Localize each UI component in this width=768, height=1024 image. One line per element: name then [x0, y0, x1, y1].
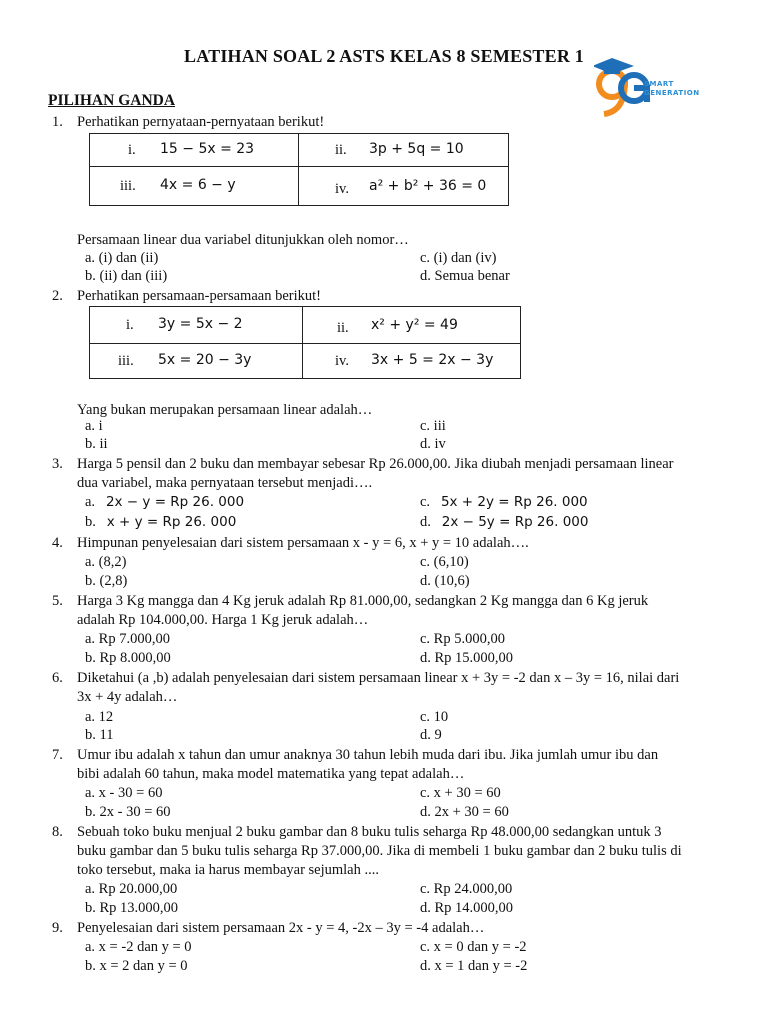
question-9-text: Penyelesaian dari sistem persamaan 2x - y = 4, -2x – 3y = -4 adalah… [77, 920, 485, 936]
option-d[interactable]: d. Semua benar [420, 268, 510, 284]
question-9-number: 9. [52, 920, 63, 936]
option-a[interactable]: a. (8,2) [85, 554, 127, 570]
option-b[interactable]: b. (ii) dan (iii) [85, 268, 168, 284]
table-label: i. [128, 142, 136, 158]
equation: 3p + 5q = 10 [369, 141, 464, 157]
question-3-line-1: Harga 5 pensil dan 2 buku dan membayar sebesar Rp 26.000,00. Jika diubah menjadi persamaan linear [77, 456, 674, 472]
option-a[interactable]: a. (i) dan (ii) [85, 250, 159, 266]
equation: 3y = 5x − 2 [158, 316, 243, 332]
table-label: iii. [118, 353, 134, 369]
question-3-line-2: dua variabel, maka pernyataan tersebut menjadi…. [77, 475, 373, 491]
table-label: i. [126, 317, 134, 333]
option-label: d. [420, 514, 431, 530]
question-8-line-3: toko tersebut, maka ia harus membayar sejumlah .... [77, 862, 379, 878]
table-label: ii. [335, 142, 347, 158]
option-a[interactable]: a. x = -2 dan y = 0 [85, 939, 192, 955]
question-2-number: 2. [52, 288, 63, 304]
option-d[interactable] [420, 514, 588, 531]
question-2-text: Perhatikan persamaan-persamaan berikut! [77, 288, 321, 304]
option-c[interactable]: c. 10 [420, 709, 449, 725]
question-7-number: 7. [52, 747, 63, 763]
option-a[interactable]: a. i [85, 418, 103, 434]
table-label: iii. [120, 178, 136, 194]
smart-generation-logo [594, 54, 716, 122]
equation: a² + b² + 36 = 0 [369, 178, 487, 194]
option-a[interactable]: a. 12 [85, 709, 114, 725]
option-d[interactable]: d. Rp 14.000,00 [420, 900, 514, 916]
option-label: c. [420, 494, 431, 510]
option-equation: x + y = Rp 26. 000 [106, 514, 237, 530]
question-5-line-2: adalah Rp 104.000,00. Harga 1 Kg jeruk adalah… [77, 612, 369, 628]
option-d[interactable]: d. 2x + 30 = 60 [420, 804, 509, 820]
option-equation: 5x + 2y = Rp 26. 000 [440, 494, 588, 510]
option-a[interactable]: a. Rp 7.000,00 [85, 631, 170, 647]
option-b[interactable]: b. ii [85, 436, 108, 452]
question-1-prompt: Persamaan linear dua variabel ditunjukkan oleh nomor… [77, 232, 409, 248]
option-b[interactable]: b. 11 [85, 727, 114, 743]
option-label: a. [85, 494, 96, 510]
option-equation: 2x − y = Rp 26. 000 [105, 494, 245, 510]
question-1-text: Perhatikan pernyataan-pernyataan berikut! [77, 114, 325, 130]
question-6-line-1: Diketahui (a ,b) adalah penyelesaian dari sistem persamaan linear x + 3y = -2 dan x – 3y = 16, nilai dari [77, 670, 680, 686]
option-b[interactable]: b. x = 2 dan y = 0 [85, 958, 188, 974]
question-2-prompt: Yang bukan merupakan persamaan linear adalah… [77, 402, 373, 418]
question-5-line-1: Harga 3 Kg mangga dan 4 Kg jeruk adalah Rp 81.000,00, sedangkan 2 Kg mangga dan 6 Kg jeruk [77, 593, 649, 609]
option-a[interactable]: a. x - 30 = 60 [85, 785, 163, 801]
option-a[interactable]: a. Rp 20.000,00 [85, 881, 178, 897]
question-7-line-1: Umur ibu adalah x tahun dan umur anaknya 30 tahun lebih muda dari ibu. Jika jumlah umur ibu dan [77, 747, 659, 763]
question-4-text: Himpunan penyelesaian dari sistem persamaan x - y = 6, x + y = 10 adalah…. [77, 535, 529, 551]
option-b[interactable]: b. Rp 8.000,00 [85, 650, 171, 666]
option-b[interactable]: b. Rp 13.000,00 [85, 900, 179, 916]
option-a[interactable] [85, 494, 244, 511]
question-1-number: 1. [52, 114, 63, 130]
question-7-line-2: bibi adalah 60 tahun, maka model matematika yang tepat adalah… [77, 766, 465, 782]
equation: 15 − 5x = 23 [160, 141, 255, 157]
option-b[interactable]: b. 2x - 30 = 60 [85, 804, 171, 820]
question-6-number: 6. [52, 670, 63, 686]
question-8-number: 8. [52, 824, 63, 840]
question-2-table [89, 306, 521, 379]
option-c[interactable]: c. (6,10) [420, 554, 469, 570]
question-6-line-2: 3x + 4y adalah… [77, 689, 178, 705]
equation: x² + y² = 49 [371, 317, 458, 333]
question-1-table [89, 133, 509, 206]
equation: 3x + 5 = 2x − 3y [371, 352, 494, 368]
option-c[interactable]: c. (i) dan (iv) [420, 250, 497, 266]
question-8-line-2: buku gambar dan 5 buku tulis seharga Rp 37.000,00. Jika di membeli 1 buku gambar dan 2 buku tulis di [77, 843, 682, 859]
option-c[interactable] [420, 494, 588, 511]
question-3-number: 3. [52, 456, 63, 472]
table-label: iv. [335, 181, 349, 197]
option-c[interactable]: c. Rp 24.000,00 [420, 881, 513, 897]
option-c[interactable]: c. iii [420, 418, 446, 434]
option-b[interactable]: b. (2,8) [85, 573, 128, 589]
section-heading: PILIHAN GANDA [48, 92, 176, 109]
option-d[interactable]: d. (10,6) [420, 573, 470, 589]
option-d[interactable]: d. x = 1 dan y = -2 [420, 958, 528, 974]
question-4-number: 4. [52, 535, 63, 551]
option-d[interactable]: d. 9 [420, 727, 442, 743]
option-c[interactable]: c. Rp 5.000,00 [420, 631, 505, 647]
option-d[interactable]: d. Rp 15.000,00 [420, 650, 514, 666]
option-d[interactable]: d. iv [420, 436, 446, 452]
equation: 5x = 20 − 3y [158, 352, 252, 368]
option-equation: 2x − 5y = Rp 26. 000 [441, 514, 589, 530]
table-label: iv. [335, 353, 349, 369]
logo-text: SMART GENERATION [644, 80, 700, 97]
option-label: b. [85, 514, 96, 530]
question-8-line-1: Sebuah toko buku menjual 2 buku gambar dan 8 buku tulis seharga Rp 48.000,00 sedangkan untuk 3 [77, 824, 662, 840]
page-title: LATIHAN SOAL 2 ASTS KELAS 8 SEMESTER 1 [184, 46, 584, 66]
option-b[interactable] [85, 514, 236, 531]
equation: 4x = 6 − y [160, 177, 236, 193]
option-c[interactable]: c. x = 0 dan y = -2 [420, 939, 527, 955]
question-5-number: 5. [52, 593, 63, 609]
table-label: ii. [337, 320, 349, 336]
option-c[interactable]: c. x + 30 = 60 [420, 785, 501, 801]
